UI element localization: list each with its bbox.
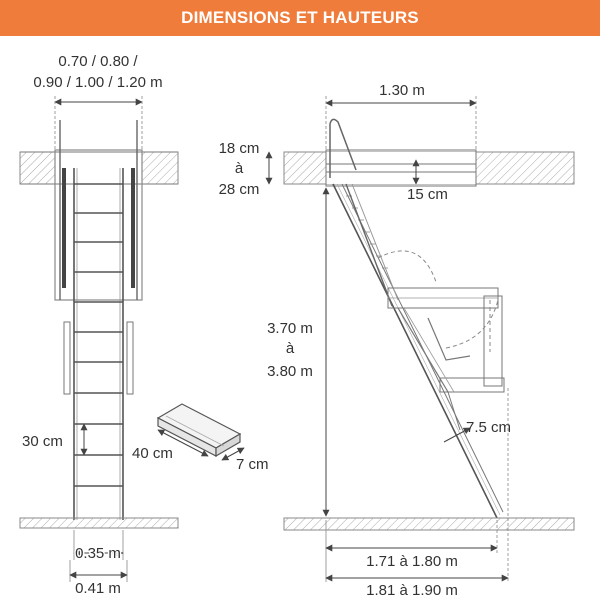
- ladder-rail-outer: [333, 184, 497, 518]
- rail-width-label: 7.5 cm: [466, 419, 512, 436]
- floor-height-max: 3.80 m: [267, 363, 313, 380]
- ceiling-thickness-max: 28 cm: [218, 181, 260, 198]
- footprint-inner-label: 1.71 à 1.80 m: [366, 553, 458, 570]
- front-view: [20, 53, 178, 597]
- floor-height-min: 3.70 m: [267, 320, 313, 337]
- ladder-rungs: [74, 184, 123, 486]
- fold-arc-upper: [378, 251, 436, 282]
- floor-side: [284, 518, 574, 530]
- ceiling-slab-right: [142, 152, 178, 184]
- handrail-left: [64, 322, 70, 394]
- floor-height-sep: à: [285, 340, 295, 357]
- step-detail: [132, 404, 269, 473]
- hatch-length-label: 1.30 m: [379, 82, 425, 99]
- ceiling-slab-left: [20, 152, 55, 184]
- floor-front: [20, 518, 178, 528]
- footprint-outer-label: 1.81 à 1.90 m: [366, 582, 458, 599]
- frame-height-label: 15 cm: [407, 186, 448, 203]
- inner-width-label: 0.35 m: [75, 545, 121, 562]
- outer-width-label: 0.41 m: [75, 580, 121, 597]
- step-thickness-label: 7 cm: [236, 456, 269, 473]
- side-view: [219, 82, 574, 599]
- ceiling-thickness-min: 18 cm: [218, 140, 260, 157]
- width-options-line1: 0.70 / 0.80 /: [58, 53, 138, 70]
- handrail-right: [127, 322, 133, 394]
- step-spacing-label: 30 cm: [22, 433, 63, 450]
- step-depth-label: 40 cm: [132, 445, 173, 462]
- width-options-line2: 0.90 / 1.00 / 1.20 m: [33, 74, 163, 91]
- page-title: DIMENSIONS ET HAUTEURS: [181, 8, 419, 27]
- ceiling-thickness-sep: à: [234, 160, 244, 177]
- hatch-frame: [55, 150, 142, 300]
